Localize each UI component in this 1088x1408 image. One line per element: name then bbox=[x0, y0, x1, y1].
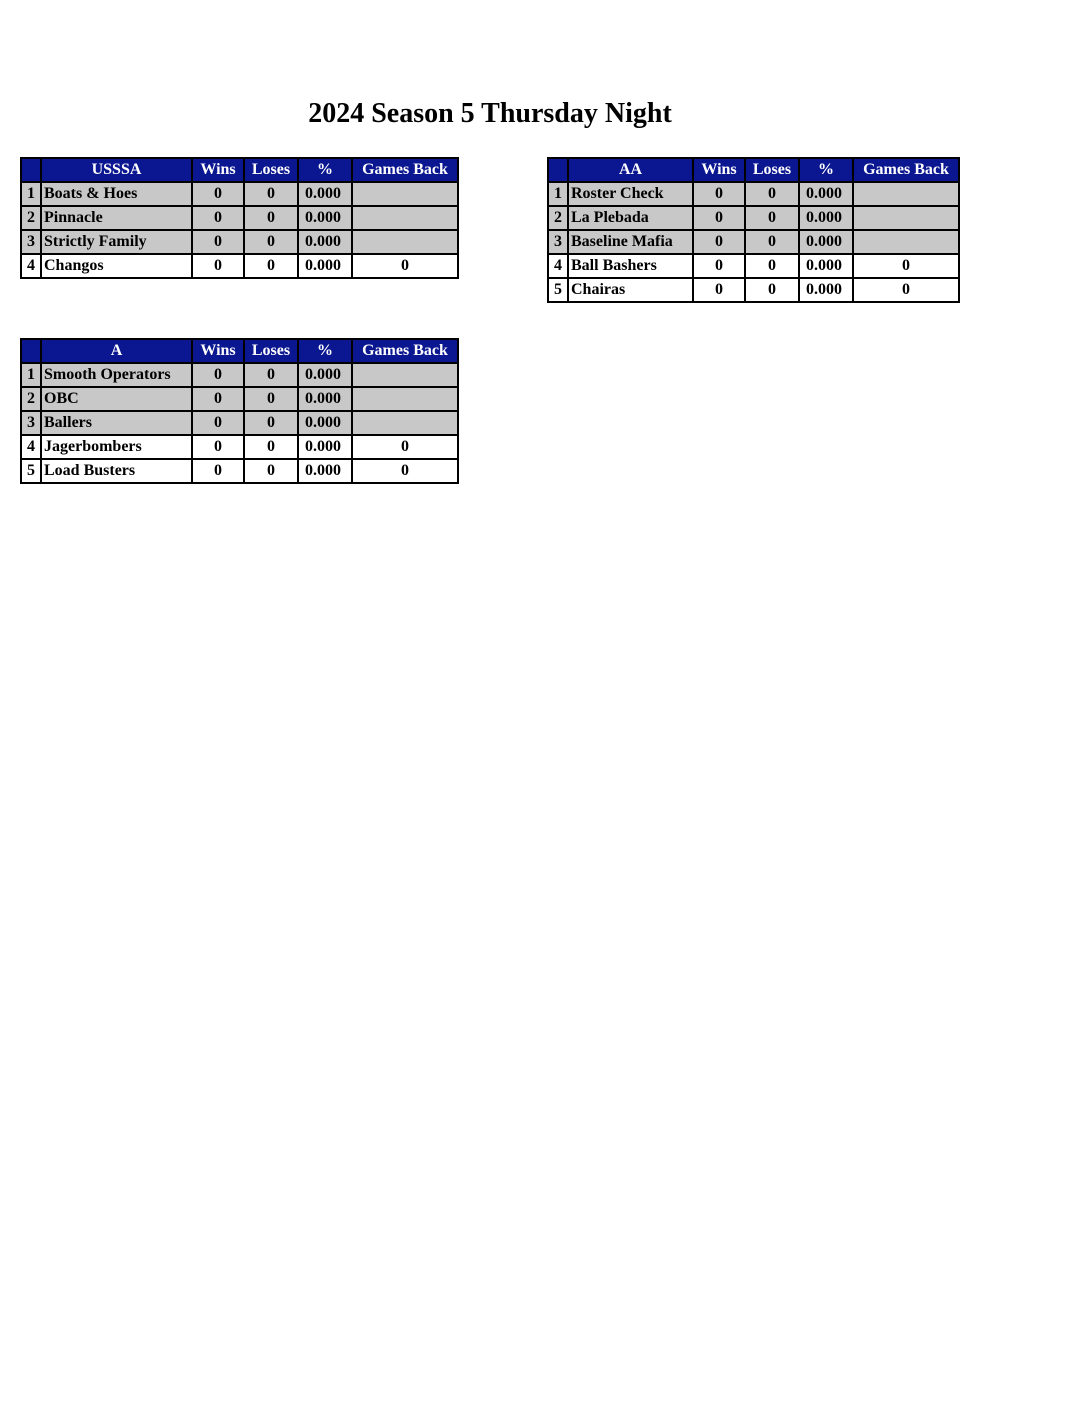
games-back-header: Games Back bbox=[352, 339, 458, 363]
team-cell: Chairas bbox=[568, 278, 693, 302]
loses-cell: 0 bbox=[244, 363, 298, 387]
table-row bbox=[548, 278, 959, 302]
pct-cell: 0.000 bbox=[799, 206, 853, 230]
loses-cell: 0 bbox=[244, 206, 298, 230]
team-cell: Baseline Mafia bbox=[568, 230, 693, 254]
rank-header bbox=[21, 158, 41, 182]
wins-header: Wins bbox=[693, 158, 745, 182]
rank-cell: 4 bbox=[21, 435, 41, 459]
wins-cell: 0 bbox=[693, 230, 745, 254]
pct-cell: 0.000 bbox=[298, 435, 352, 459]
table-row bbox=[21, 254, 458, 278]
team-cell: Roster Check bbox=[568, 182, 693, 206]
rank-cell: 1 bbox=[21, 182, 41, 206]
division-name: AA bbox=[568, 158, 693, 182]
loses-cell: 0 bbox=[244, 435, 298, 459]
table-header-row bbox=[21, 158, 458, 182]
table-row bbox=[21, 435, 458, 459]
team-cell: Strictly Family bbox=[41, 230, 192, 254]
table-row bbox=[548, 254, 959, 278]
games-back-cell bbox=[352, 411, 458, 435]
rank-header bbox=[21, 339, 41, 363]
loses-cell: 0 bbox=[745, 182, 799, 206]
pct-cell: 0.000 bbox=[799, 278, 853, 302]
team-cell: Smooth Operators bbox=[41, 363, 192, 387]
games-back-cell: 0 bbox=[352, 435, 458, 459]
loses-header: Loses bbox=[745, 158, 799, 182]
division-name: A bbox=[41, 339, 192, 363]
rank-cell: 1 bbox=[548, 182, 568, 206]
games-back-cell: 0 bbox=[853, 278, 959, 302]
wins-cell: 0 bbox=[192, 230, 244, 254]
games-back-cell bbox=[352, 230, 458, 254]
rank-cell: 4 bbox=[548, 254, 568, 278]
loses-cell: 0 bbox=[745, 278, 799, 302]
loses-cell: 0 bbox=[745, 206, 799, 230]
wins-cell: 0 bbox=[192, 254, 244, 278]
wins-cell: 0 bbox=[693, 206, 745, 230]
pct-cell: 0.000 bbox=[298, 411, 352, 435]
rank-cell: 5 bbox=[548, 278, 568, 302]
pct-cell: 0.000 bbox=[298, 182, 352, 206]
team-cell: Jagerbombers bbox=[41, 435, 192, 459]
team-cell: Pinnacle bbox=[41, 206, 192, 230]
team-cell: La Plebada bbox=[568, 206, 693, 230]
wins-cell: 0 bbox=[192, 435, 244, 459]
games-back-cell bbox=[352, 182, 458, 206]
loses-cell: 0 bbox=[745, 230, 799, 254]
table-header-row bbox=[548, 158, 959, 182]
pct-cell: 0.000 bbox=[799, 230, 853, 254]
table-row bbox=[21, 206, 458, 230]
table-row bbox=[548, 182, 959, 206]
team-cell: Boats & Hoes bbox=[41, 182, 192, 206]
wins-header: Wins bbox=[192, 339, 244, 363]
loses-header: Loses bbox=[244, 158, 298, 182]
pct-cell: 0.000 bbox=[799, 182, 853, 206]
table-row bbox=[21, 363, 458, 387]
rank-cell: 2 bbox=[21, 387, 41, 411]
pct-header: % bbox=[298, 158, 352, 182]
rank-cell: 3 bbox=[21, 411, 41, 435]
rank-cell: 1 bbox=[21, 363, 41, 387]
pct-cell: 0.000 bbox=[799, 254, 853, 278]
wins-cell: 0 bbox=[192, 206, 244, 230]
loses-cell: 0 bbox=[244, 254, 298, 278]
table-row bbox=[21, 182, 458, 206]
games-back-cell bbox=[853, 230, 959, 254]
loses-cell: 0 bbox=[244, 459, 298, 483]
loses-cell: 0 bbox=[244, 230, 298, 254]
loses-cell: 0 bbox=[745, 254, 799, 278]
pct-cell: 0.000 bbox=[298, 230, 352, 254]
games-back-cell bbox=[352, 387, 458, 411]
wins-cell: 0 bbox=[192, 411, 244, 435]
loses-cell: 0 bbox=[244, 387, 298, 411]
rank-header bbox=[548, 158, 568, 182]
aa-standings-table bbox=[547, 157, 960, 303]
rank-cell: 2 bbox=[548, 206, 568, 230]
pct-cell: 0.000 bbox=[298, 363, 352, 387]
table-row bbox=[21, 230, 458, 254]
wins-cell: 0 bbox=[192, 459, 244, 483]
loses-cell: 0 bbox=[244, 182, 298, 206]
team-cell: Changos bbox=[41, 254, 192, 278]
pct-cell: 0.000 bbox=[298, 254, 352, 278]
team-cell: Ball Bashers bbox=[568, 254, 693, 278]
rank-cell: 4 bbox=[21, 254, 41, 278]
games-back-cell: 0 bbox=[853, 254, 959, 278]
wins-cell: 0 bbox=[192, 363, 244, 387]
pct-cell: 0.000 bbox=[298, 206, 352, 230]
games-back-cell bbox=[352, 363, 458, 387]
wins-header: Wins bbox=[192, 158, 244, 182]
loses-header: Loses bbox=[244, 339, 298, 363]
table-header-row bbox=[21, 339, 458, 363]
wins-cell: 0 bbox=[693, 278, 745, 302]
division-name: USSSA bbox=[41, 158, 192, 182]
pct-header: % bbox=[298, 339, 352, 363]
wins-cell: 0 bbox=[192, 182, 244, 206]
pct-cell: 0.000 bbox=[298, 459, 352, 483]
games-back-header: Games Back bbox=[352, 158, 458, 182]
table-row bbox=[21, 411, 458, 435]
games-back-cell: 0 bbox=[352, 254, 458, 278]
a-standings-table bbox=[20, 338, 459, 484]
rank-cell: 3 bbox=[21, 230, 41, 254]
page-title: 2024 Season 5 Thursday Night bbox=[308, 98, 672, 129]
table-row bbox=[548, 230, 959, 254]
wins-cell: 0 bbox=[693, 254, 745, 278]
rank-cell: 5 bbox=[21, 459, 41, 483]
rank-cell: 3 bbox=[548, 230, 568, 254]
wins-cell: 0 bbox=[693, 182, 745, 206]
games-back-header: Games Back bbox=[853, 158, 959, 182]
loses-cell: 0 bbox=[244, 411, 298, 435]
team-cell: Load Busters bbox=[41, 459, 192, 483]
rank-cell: 2 bbox=[21, 206, 41, 230]
pct-cell: 0.000 bbox=[298, 387, 352, 411]
table-row bbox=[548, 206, 959, 230]
games-back-cell bbox=[352, 206, 458, 230]
wins-cell: 0 bbox=[192, 387, 244, 411]
team-cell: Ballers bbox=[41, 411, 192, 435]
table-row bbox=[21, 459, 458, 483]
pct-header: % bbox=[799, 158, 853, 182]
team-cell: OBC bbox=[41, 387, 192, 411]
games-back-cell bbox=[853, 182, 959, 206]
usssa-standings-table bbox=[20, 157, 459, 279]
games-back-cell bbox=[853, 206, 959, 230]
games-back-cell: 0 bbox=[352, 459, 458, 483]
table-row bbox=[21, 387, 458, 411]
